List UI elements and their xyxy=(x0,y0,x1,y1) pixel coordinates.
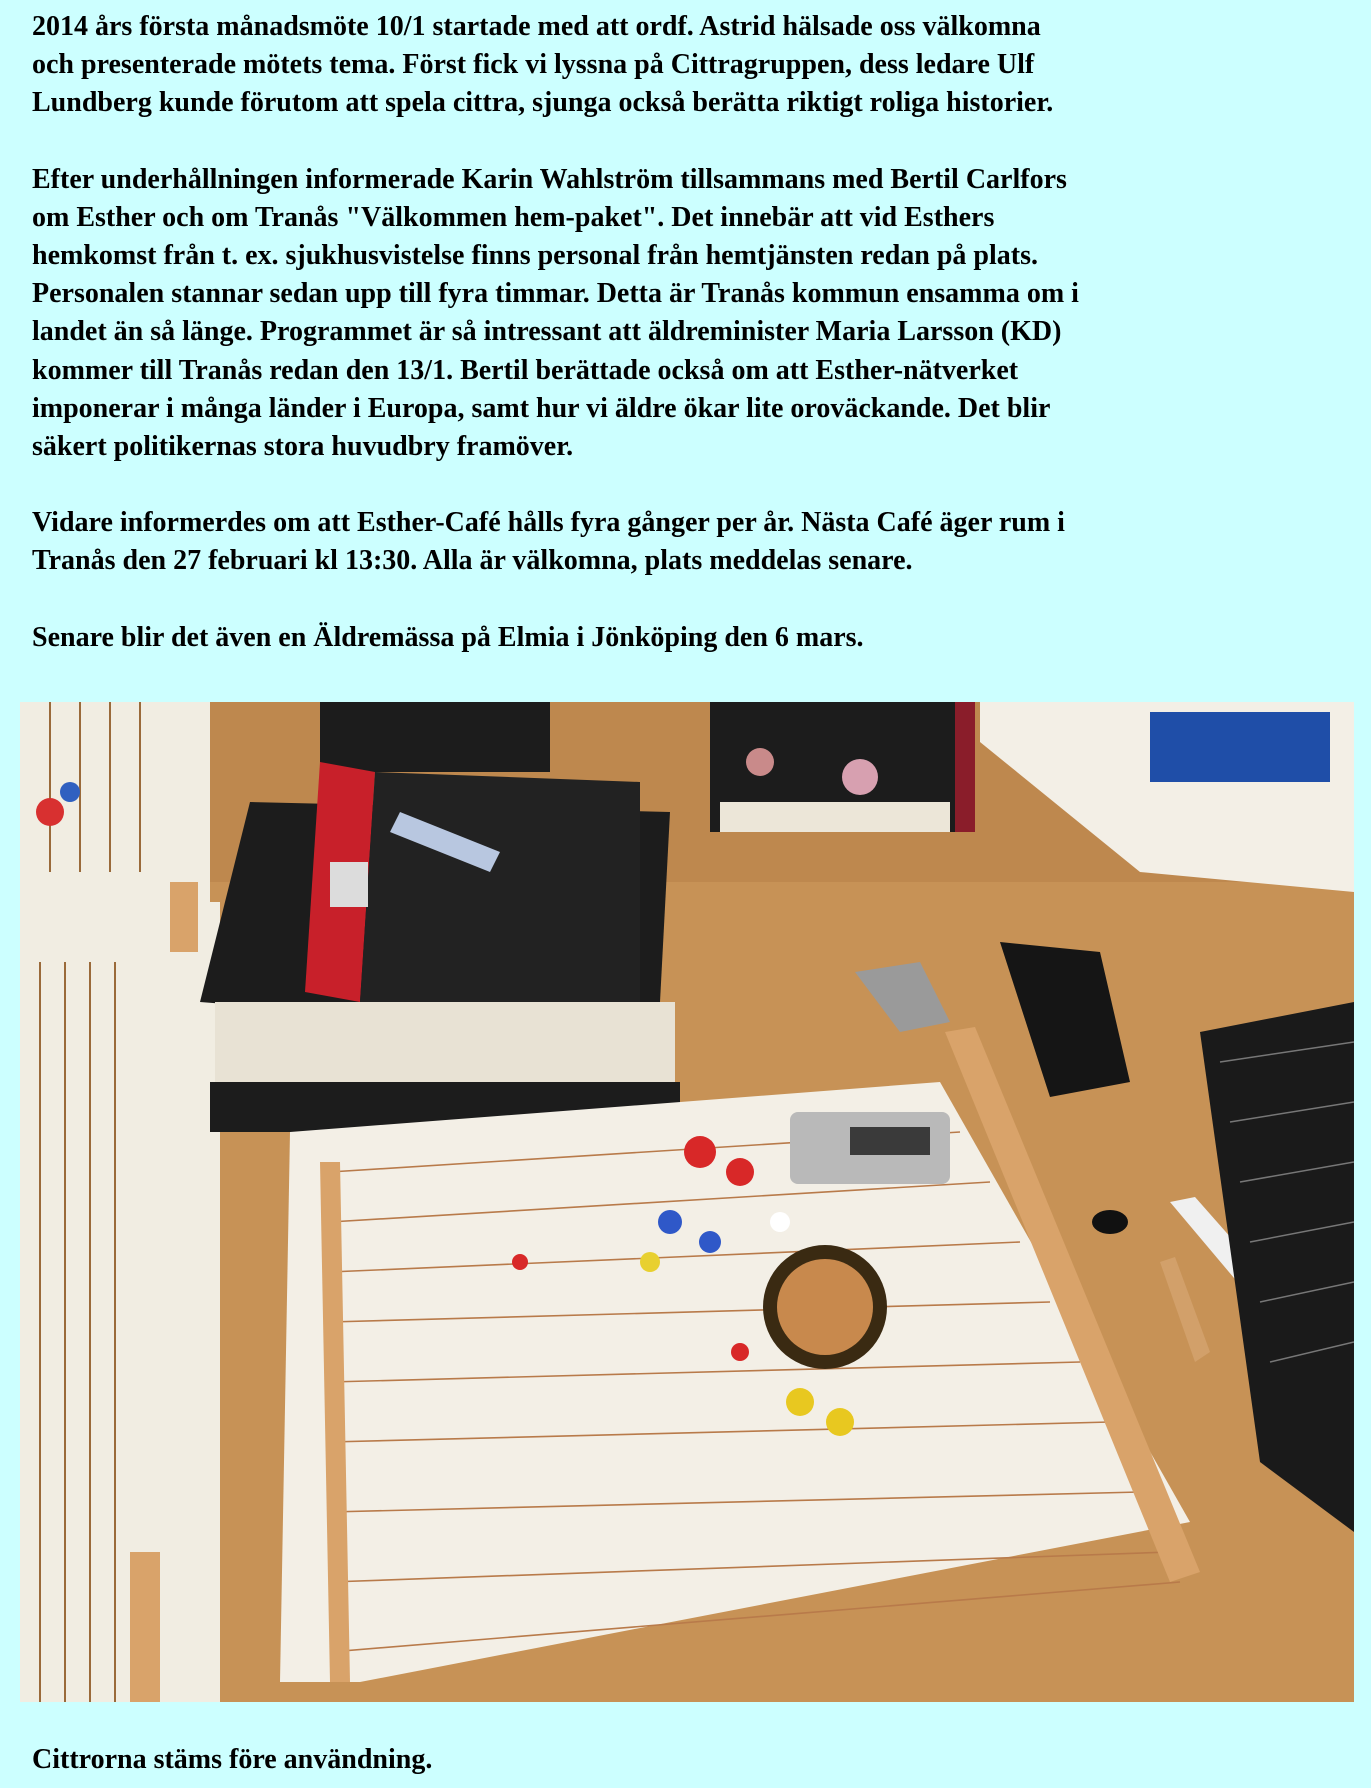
zither-photo xyxy=(20,702,1354,1702)
zither-photo-illustration xyxy=(20,702,1354,1702)
paragraph-esther-cafe: Vidare informerdes om att Esther-Café hålls fyra gånger per år. Nästa Café äger rum i Tranås den 27 februari kl 13:30. Alla är välkomna, plats meddelas senare. xyxy=(32,507,1065,577)
paragraph-esther-info: Efter underhållningen informerade Karin Wahlström tillsammans med Bertil Carlfors om Esther och om Tranås "Välkommen hem-paket". Det innebär att vid Esthers hemkomst från t. ex. sjukhusvistelse finns personal från hemtjänsten redan på plats. Personalen stannar sedan upp till fyra timmar. Detta är Tranås kommun ensamma om i landet än så länge. Programmet är så intressant att äldreminister Maria Larsson (KD) kommer till Tranås redan den 13/1. Bertil berättade också om att Esther-nätverket imponerar i många länder i Europa, samt hur vi äldre ökar lite oroväckande. Det blir säkert politikernas stora huvudbry framöver. xyxy=(32,163,1079,463)
photo-caption: Cittrorna stäms före användning. xyxy=(32,1744,433,1775)
paragraph-meeting-intro: 2014 års första månadsmöte 10/1 startade med att ordf. Astrid hälsade oss välkomna och presenterade mötets tema. Först fick vi lyssna på Cittragruppen, dess ledare Ulf Lundberg kunde förutom att spela cittra, sjunga också berätta riktigt roliga historier. xyxy=(32,11,1054,119)
paragraph-aldremassa: Senare blir det även en Äldremässa på Elmia i Jönköping den 6 mars. xyxy=(32,621,864,653)
article-text xyxy=(32,8,1342,695)
